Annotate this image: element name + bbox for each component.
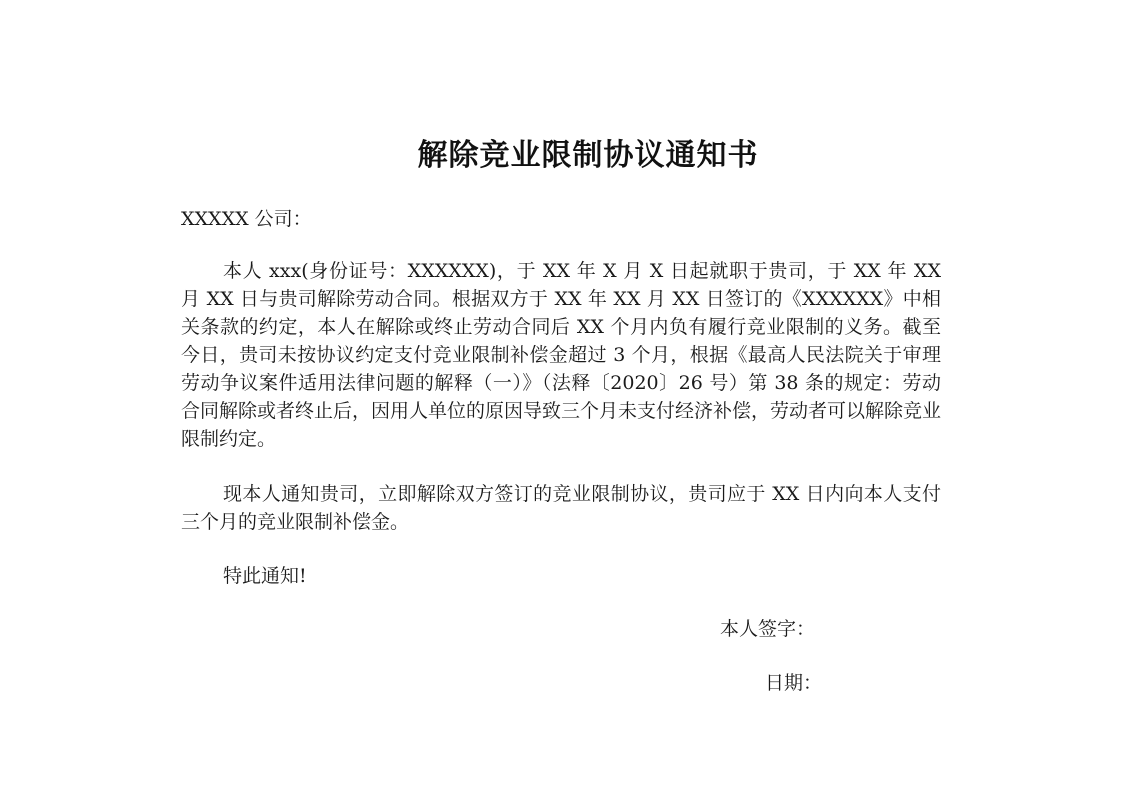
signature-label: 本人签字： [720, 618, 816, 640]
body-paragraph-2: 现本人通知贵司，立即解除双方签订的竞业限制协议，贵司应于 XX 日内向本人支付三个月的竞业限制补偿金。 [181, 483, 941, 533]
closing-line: 特此通知! [223, 565, 307, 587]
body-paragraph-1: 本人 xxx(身份证号：XXXXXX)，于 XX 年 X 月 X 日起就职于贵司，于 XX 年 XX 月 XX 日与贵司解除劳动合同。根据双方于 XX 年 XX 月 XX 日签订的《XXXXXX》中相关条款的约定，本人在解除或终止劳动合同后 XX 个月内负有履行竞业限制的义务。截至今日，贵司未按协议约定支付竞业限制补偿金超过 3 个月，根据《最高人民法院关于审理劳动争议案件适用法律问题的解释（一）》（法释〔2020〕26 号）第 38 条的规定：劳动合同解除或者终止后，因用人单位的原因导致三个月未支付经济补偿，劳动者可以解除竞业限制约定。 [181, 260, 942, 450]
document-title: 解除竞业限制协议通知书 [417, 138, 759, 173]
date-label: 日期： [765, 672, 823, 694]
salutation: XXXXX 公司： [181, 208, 312, 230]
